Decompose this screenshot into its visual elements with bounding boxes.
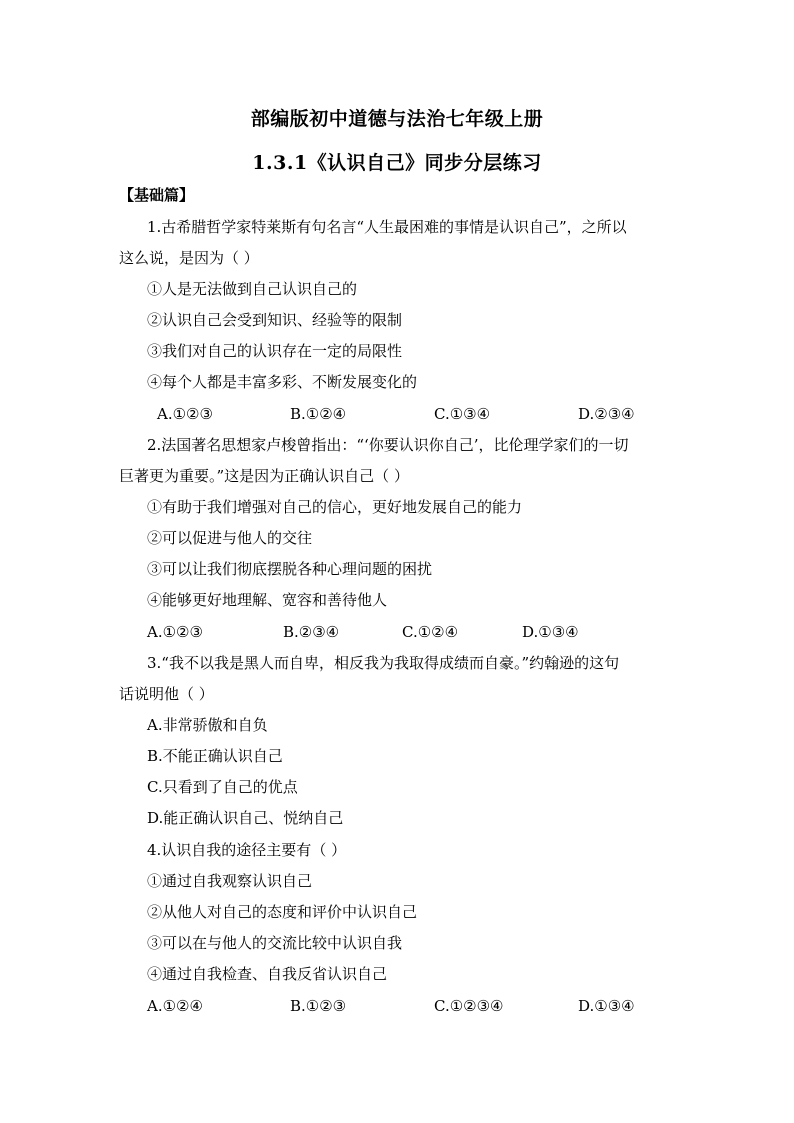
question-1-option-b: B.①②④	[290, 405, 347, 423]
question-4-option-a: A.①②④	[147, 997, 203, 1015]
question-2-option-d: D.①③④	[522, 623, 579, 641]
question-4-item-4: ④通过自我检查、自我反省认识自己	[147, 965, 388, 983]
question-4-option-d: D.①③④	[578, 997, 635, 1015]
question-2-item-1: ①有助于我们增强对自己的信心，更好地发展自己的能力	[147, 498, 523, 516]
question-4-item-2: ②从他人对自己的态度和评价中认识自己	[147, 903, 418, 921]
question-1-item-2: ②认识自己会受到知识、经验等的限制	[147, 311, 403, 329]
question-2-stem-line-2: 巨著更为重要。”这是因为正确认识自己（ ）	[119, 467, 409, 485]
question-4-option-b: B.①②③	[290, 997, 347, 1015]
question-2-item-4: ④能够更好地理解、宽容和善待他人	[147, 591, 388, 609]
question-1-option-a: A.①②③	[157, 405, 213, 423]
question-3-option-d: D.能正确认识自己、悦纳自己	[147, 809, 344, 827]
question-3-option-a: A.非常骄傲和自负	[147, 716, 268, 734]
question-2-stem-line-1: 2.法国著名思想家卢梭曾指出：“‘你要认识你自己’，比伦理学家们的一切	[147, 436, 629, 454]
question-4-stem-line-1: 4.认识自我的途径主要有（ ）	[147, 841, 347, 859]
question-1-item-3: ③我们对自己的认识存在一定的局限性	[147, 342, 403, 360]
question-1-item-4: ④每个人都是丰富多彩、不断发展变化的	[147, 373, 418, 391]
question-3-stem-line-2: 话说明他（ ）	[119, 685, 214, 703]
question-3-stem-line-1: 3.“我不以我是黑人而自卑，相反我为我取得成绩而自豪。”约翰逊的这句	[147, 654, 620, 672]
question-1-item-1: ①人是无法做到自己认识自己的	[147, 280, 358, 298]
question-1-stem-line-1: 1.古希腊哲学家特莱斯有句名言“人生最困难的事情是认识自己”，之所以	[147, 218, 627, 236]
question-1-option-c: C.①③④	[434, 405, 491, 423]
document-subtitle: 1.3.1《认识自己》同步分层练习	[252, 152, 542, 174]
question-2-item-3: ③可以让我们彻底摆脱各种心理问题的困扰	[147, 560, 433, 578]
question-2-item-2: ②可以促进与他人的交往	[147, 529, 313, 547]
question-1-option-d: D.②③④	[578, 405, 635, 423]
question-2-option-c: C.①②④	[402, 623, 459, 641]
question-1-stem-line-2: 这么说，是因为（ ）	[119, 249, 259, 267]
question-3-option-b: B.不能正确认识自己	[147, 747, 283, 765]
section-heading: 【基础篇】	[119, 186, 195, 204]
question-4-item-1: ①通过自我观察认识自己	[147, 872, 313, 890]
question-4-item-3: ③可以在与他人的交流比较中认识自我	[147, 934, 403, 952]
question-2-option-b: B.②③④	[283, 623, 340, 641]
document-title: 部编版初中道德与法治七年级上册	[250, 108, 544, 130]
question-3-option-c: C.只看到了自己的优点	[147, 778, 298, 796]
question-2-option-a: A.①②③	[147, 623, 203, 641]
question-4-option-c: C.①②③④	[434, 997, 504, 1015]
